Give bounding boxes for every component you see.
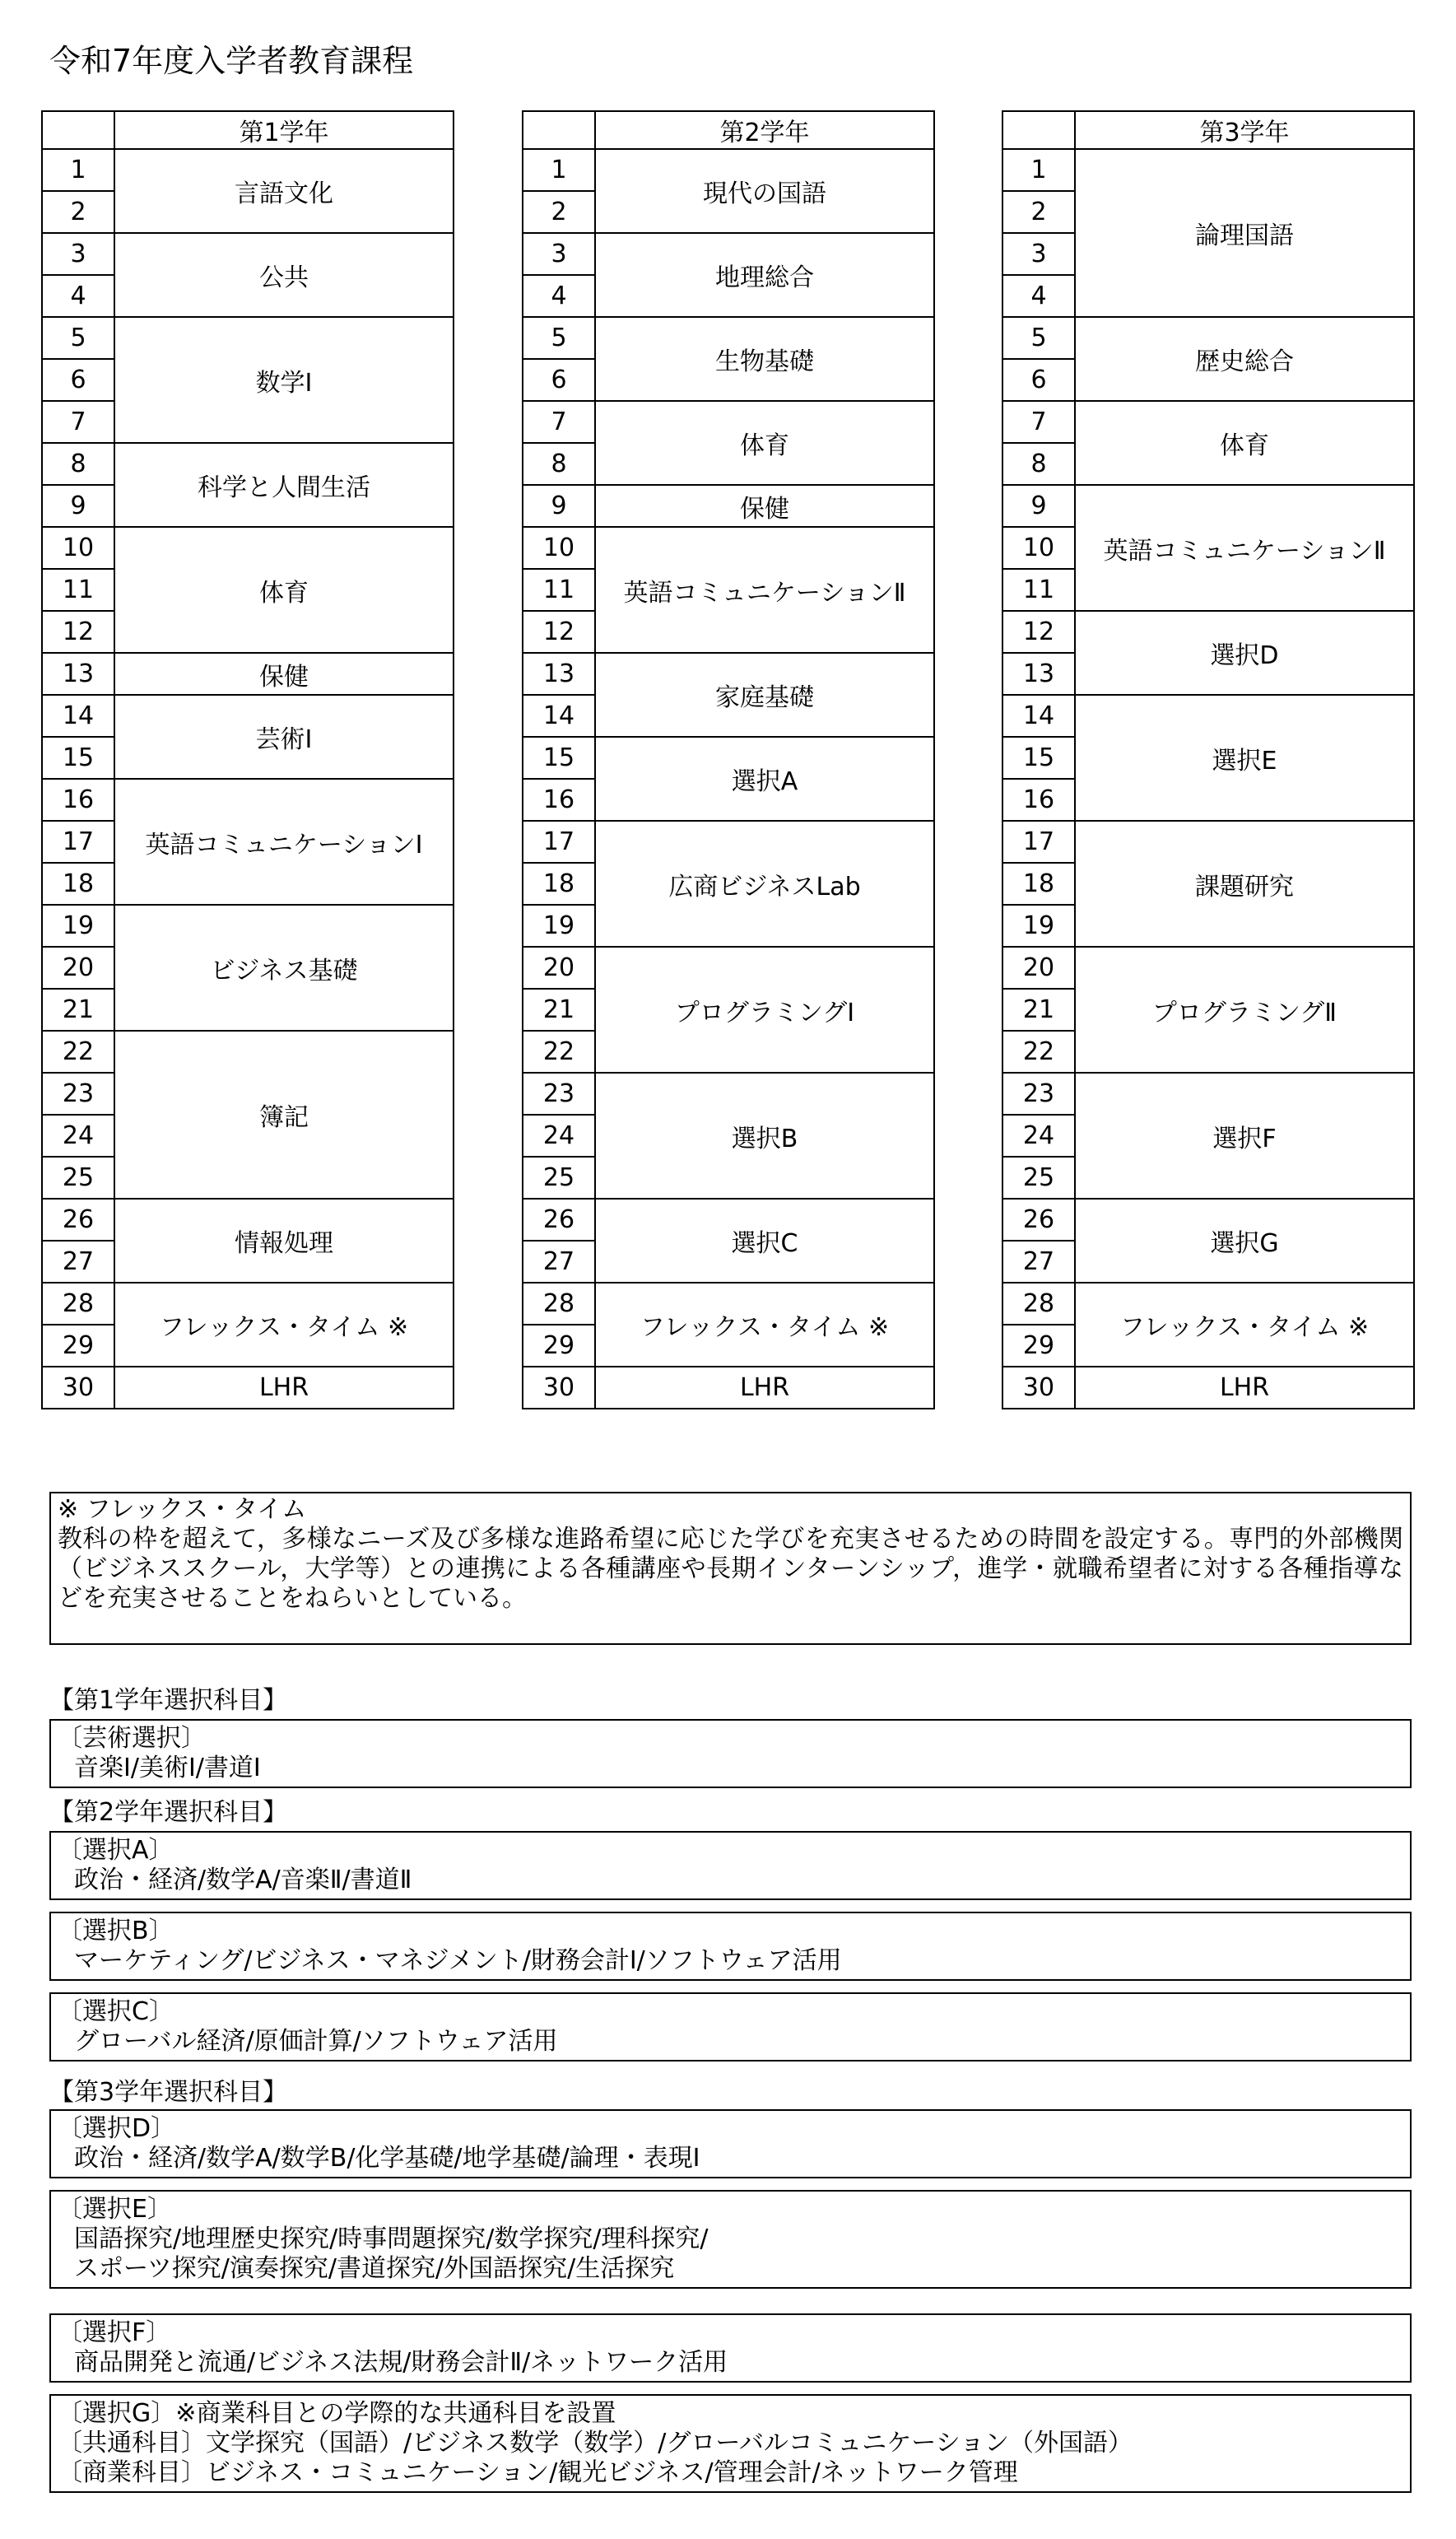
elective-subjects: グローバル経済/原価計算/ソフトウェア活用 (74, 2027, 558, 2056)
period-number: 23 (523, 1073, 595, 1115)
subject-cell: 科学と人間生活 (114, 443, 454, 527)
subject-cell: 簿記 (114, 1031, 454, 1199)
subject-cell: 選択C (595, 1199, 934, 1283)
elective-box (49, 2394, 1412, 2493)
subject-cell: 保健 (114, 653, 454, 695)
elective-title: 〔選択F〕 (58, 2318, 171, 2347)
grade-table-2 (522, 110, 935, 1409)
period-number: 28 (523, 1283, 595, 1325)
elective-subjects: 国語探究/地理歴史探究/時事問題探究/数学探究/理科探究/ (74, 2225, 709, 2253)
subject-cell: 論理国語 (1075, 149, 1414, 317)
period-number: 28 (42, 1283, 114, 1325)
period-number: 2 (1002, 191, 1075, 233)
period-number: 8 (1002, 443, 1075, 485)
table-row (1002, 149, 1414, 191)
period-number: 18 (523, 863, 595, 905)
subject-cell: 公共 (114, 233, 454, 317)
elective-title: 〔選択A〕 (58, 1836, 174, 1865)
subject-cell: 歴史総合 (1075, 317, 1414, 401)
elective-title: 〔選択D〕 (58, 2114, 176, 2143)
period-number: 21 (523, 989, 595, 1031)
period-number: 22 (42, 1031, 114, 1073)
elective-box (49, 2313, 1412, 2383)
period-number: 4 (1002, 275, 1075, 317)
table-row (523, 1073, 934, 1115)
header-row (42, 111, 454, 149)
page-title: 令和7年度入学者教育課程 (49, 43, 414, 79)
period-number: 11 (42, 569, 114, 611)
elective-box (49, 1912, 1412, 1981)
period-number: 12 (1002, 611, 1075, 653)
period-number: 22 (523, 1031, 595, 1073)
period-number: 8 (42, 443, 114, 485)
subject-cell: 選択D (1075, 611, 1414, 695)
table-row (523, 401, 934, 443)
grade-table-3 (1002, 110, 1415, 1409)
table-row (42, 779, 454, 821)
period-number: 11 (1002, 569, 1075, 611)
period-number: 2 (523, 191, 595, 233)
table-row (523, 527, 934, 569)
period-number: 16 (42, 779, 114, 821)
subject-cell: 英語コミュニケーションⅠ (114, 779, 454, 905)
elective-subjects: 音楽Ⅰ/美術Ⅰ/書道Ⅰ (74, 1754, 261, 1782)
subject-cell: LHR (595, 1367, 934, 1409)
elective-box (49, 2190, 1412, 2289)
period-number: 24 (1002, 1115, 1075, 1157)
period-number: 17 (42, 821, 114, 863)
period-number: 5 (523, 317, 595, 359)
table-row (523, 947, 934, 989)
table-row (523, 653, 934, 695)
subject-cell: 英語コミュニケーションⅡ (595, 527, 934, 653)
header-row (1002, 111, 1414, 149)
elective-title: 〔選択C〕 (58, 1997, 174, 2026)
period-number: 20 (42, 947, 114, 989)
period-number: 13 (523, 653, 595, 695)
table-row (1002, 401, 1414, 443)
elective-subjects: スポーツ探究/演奏探究/書道探究/外国語探究/生活探究 (74, 2254, 675, 2283)
elective-box (49, 2109, 1412, 2178)
subject-cell: 生物基礎 (595, 317, 934, 401)
subject-cell: 選択E (1075, 695, 1414, 821)
subject-cell: ビジネス基礎 (114, 905, 454, 1031)
table-row (523, 317, 934, 359)
period-number: 21 (1002, 989, 1075, 1031)
elective-title: 〔選択G〕※商業科目との学際的な共通科目を設置 (58, 2399, 616, 2428)
table-row (1002, 611, 1414, 653)
period-number: 26 (523, 1199, 595, 1241)
period-number: 7 (1002, 401, 1075, 443)
period-number: 24 (523, 1115, 595, 1157)
period-number: 21 (42, 989, 114, 1031)
period-number: 3 (523, 233, 595, 275)
period-number: 20 (1002, 947, 1075, 989)
subject-cell: 情報処理 (114, 1199, 454, 1283)
period-number: 29 (1002, 1325, 1075, 1367)
table-row (1002, 695, 1414, 737)
period-number: 17 (1002, 821, 1075, 863)
period-number: 7 (523, 401, 595, 443)
period-number: 30 (42, 1367, 114, 1409)
period-number: 9 (1002, 485, 1075, 527)
elective-title: 〔選択B〕 (58, 1917, 174, 1945)
elective-box (49, 1992, 1412, 2061)
period-number: 10 (1002, 527, 1075, 569)
subject-cell: 家庭基礎 (595, 653, 934, 737)
period-number: 29 (523, 1325, 595, 1367)
subject-cell: フレックス・タイム ※ (114, 1283, 454, 1367)
period-number: 25 (1002, 1157, 1075, 1199)
period-number: 19 (1002, 905, 1075, 947)
period-number: 14 (1002, 695, 1075, 737)
subject-cell: 選択B (595, 1073, 934, 1199)
period-number: 22 (1002, 1031, 1075, 1073)
period-number: 30 (1002, 1367, 1075, 1409)
table-row (42, 653, 454, 695)
table-row (42, 1031, 454, 1073)
subject-cell: 現代の国語 (595, 149, 934, 233)
period-number: 27 (1002, 1241, 1075, 1283)
period-number: 25 (523, 1157, 595, 1199)
table-row (523, 485, 934, 527)
subject-cell: 言語文化 (114, 149, 454, 233)
period-number: 16 (523, 779, 595, 821)
period-number: 13 (42, 653, 114, 695)
period-number: 20 (523, 947, 595, 989)
period-number: 6 (1002, 359, 1075, 401)
elective-title: 〔選択E〕 (58, 2195, 172, 2224)
subject-cell: 芸術Ⅰ (114, 695, 454, 779)
elective-section-heading: 【第2学年選択科目】 (49, 1798, 288, 1827)
table-row (1002, 1073, 1414, 1115)
period-number: 27 (42, 1241, 114, 1283)
period-number: 15 (1002, 737, 1075, 779)
grade-header: 第1学年 (114, 111, 454, 149)
elective-subjects: 〔商業科目〕ビジネス・コミュニケーション/観光ビジネス/管理会計/ネットワーク管理 (58, 2458, 1018, 2487)
period-number: 12 (42, 611, 114, 653)
period-number: 8 (523, 443, 595, 485)
table-row (42, 149, 454, 191)
subject-cell: 体育 (114, 527, 454, 653)
table-row (523, 233, 934, 275)
subject-cell: 英語コミュニケーションⅡ (1075, 485, 1414, 611)
period-number: 18 (1002, 863, 1075, 905)
table-row (42, 1199, 454, 1241)
note-heading: ※ フレックス・タイム (58, 1495, 307, 1524)
period-number: 1 (523, 149, 595, 191)
period-number: 28 (1002, 1283, 1075, 1325)
period-number: 6 (42, 359, 114, 401)
grade-table-1 (41, 110, 454, 1409)
period-number: 18 (42, 863, 114, 905)
subject-cell: 数学Ⅰ (114, 317, 454, 443)
period-number: 4 (42, 275, 114, 317)
table-row (42, 695, 454, 737)
subject-cell: フレックス・タイム ※ (595, 1283, 934, 1367)
subject-cell: プログラミングⅠ (595, 947, 934, 1073)
period-number: 7 (42, 401, 114, 443)
table-row (42, 233, 454, 275)
subject-cell: 選択A (595, 737, 934, 821)
period-number: 3 (1002, 233, 1075, 275)
period-number: 30 (523, 1367, 595, 1409)
subject-cell: LHR (1075, 1367, 1414, 1409)
table-row (523, 1283, 934, 1325)
elective-box (49, 1831, 1412, 1900)
subject-cell: 地理総合 (595, 233, 934, 317)
period-number: 9 (523, 485, 595, 527)
table-row (1002, 317, 1414, 359)
elective-title: 〔芸術選択〕 (58, 1724, 206, 1753)
period-number: 26 (1002, 1199, 1075, 1241)
header-row (523, 111, 934, 149)
period-number: 26 (42, 1199, 114, 1241)
period-number: 11 (523, 569, 595, 611)
table-row (523, 149, 934, 191)
elective-box (49, 1719, 1412, 1788)
table-row (1002, 1367, 1414, 1409)
period-number: 14 (523, 695, 595, 737)
period-number: 5 (42, 317, 114, 359)
table-row (42, 1283, 454, 1325)
table-row (523, 821, 934, 863)
period-number: 3 (42, 233, 114, 275)
period-number: 6 (523, 359, 595, 401)
table-row (1002, 947, 1414, 989)
flex-time-note (49, 1492, 1412, 1645)
note-body: 教科の枠を超えて，多様なニーズ及び多様な進路希望に応じた学びを充実させるための時間を設定する。専門的外部機関（ビジネススクール，大学等）との連携による各種講座や長期インターンシップ，進学・就職希望者に対する各種指導などを充実させることをねらいとしている。 (58, 1525, 1403, 1613)
table-row (523, 737, 934, 779)
period-number: 13 (1002, 653, 1075, 695)
elective-subjects: 政治・経済/数学A/音楽Ⅱ/書道Ⅱ (74, 1866, 412, 1894)
elective-subjects: マーケティング/ビジネス・マネジメント/財務会計Ⅰ/ソフトウェア活用 (74, 1946, 842, 1975)
subject-cell: プログラミングⅡ (1075, 947, 1414, 1073)
table-row (42, 443, 454, 485)
elective-subjects: 商品開発と流通/ビジネス法規/財務会計Ⅱ/ネットワーク活用 (74, 2348, 728, 2377)
subject-cell: LHR (114, 1367, 454, 1409)
header-blank-cell (42, 111, 114, 149)
elective-subjects: 〔共通科目〕文学探究（国語）/ビジネス数学（数学）/グローバルコミュニケーション（外国語） (58, 2429, 1133, 2457)
period-number: 25 (42, 1157, 114, 1199)
period-number: 15 (42, 737, 114, 779)
period-number: 17 (523, 821, 595, 863)
table-row (523, 1367, 934, 1409)
header-blank-cell (523, 111, 595, 149)
grade-header: 第3学年 (1075, 111, 1414, 149)
table-row (1002, 1199, 1414, 1241)
subject-cell: 選択G (1075, 1199, 1414, 1283)
elective-subjects: 政治・経済/数学A/数学B/化学基礎/地学基礎/論理・表現Ⅰ (74, 2144, 700, 2173)
table-row (1002, 1283, 1414, 1325)
subject-cell: 課題研究 (1075, 821, 1414, 947)
period-number: 14 (42, 695, 114, 737)
period-number: 23 (1002, 1073, 1075, 1115)
subject-cell: フレックス・タイム ※ (1075, 1283, 1414, 1367)
period-number: 27 (523, 1241, 595, 1283)
period-number: 15 (523, 737, 595, 779)
elective-section-heading: 【第1学年選択科目】 (49, 1686, 288, 1715)
table-row (523, 1199, 934, 1241)
period-number: 2 (42, 191, 114, 233)
table-row (42, 317, 454, 359)
period-number: 9 (42, 485, 114, 527)
period-number: 5 (1002, 317, 1075, 359)
period-number: 4 (523, 275, 595, 317)
subject-cell: 体育 (595, 401, 934, 485)
period-number: 16 (1002, 779, 1075, 821)
table-row (1002, 485, 1414, 527)
table-row (42, 905, 454, 947)
subject-cell: 保健 (595, 485, 934, 527)
table-row (42, 1367, 454, 1409)
period-number: 12 (523, 611, 595, 653)
period-number: 24 (42, 1115, 114, 1157)
table-row (42, 527, 454, 569)
subject-cell: 広商ビジネスLab (595, 821, 934, 947)
period-number: 19 (42, 905, 114, 947)
period-number: 10 (523, 527, 595, 569)
period-number: 23 (42, 1073, 114, 1115)
period-number: 1 (1002, 149, 1075, 191)
elective-section-heading: 【第3学年選択科目】 (49, 2078, 288, 2107)
period-number: 1 (42, 149, 114, 191)
period-number: 29 (42, 1325, 114, 1367)
period-number: 19 (523, 905, 595, 947)
header-blank-cell (1002, 111, 1075, 149)
subject-cell: 体育 (1075, 401, 1414, 485)
period-number: 10 (42, 527, 114, 569)
grade-header: 第2学年 (595, 111, 934, 149)
subject-cell: 選択F (1075, 1073, 1414, 1199)
table-row (1002, 821, 1414, 863)
